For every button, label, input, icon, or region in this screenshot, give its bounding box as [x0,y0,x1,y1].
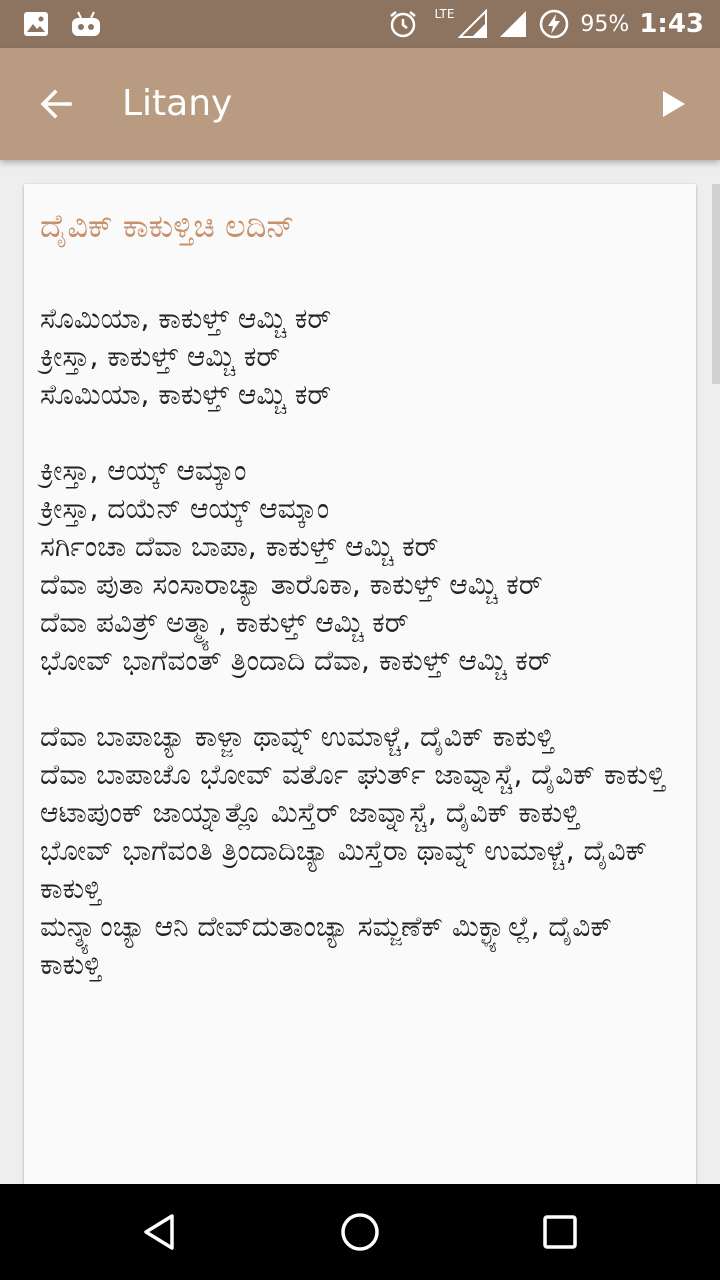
square-recents-icon [540,1212,580,1252]
litany-line: ದೆವಾ ಬಾಪಾಚೊ ಭೋವ್ ವರ್ತೊ ಘುರ್ತ್ ಜಾವ್ನಾಸ್ಚೆ, ದೈವಿಕ್ ಕಾಕುಳ್ತಿ [40,758,666,791]
circle-home-icon [339,1211,381,1253]
app-bar [0,48,720,160]
nav-home-button[interactable] [338,1210,382,1254]
navigation-bar [0,1184,720,1280]
play-button[interactable] [654,84,694,124]
notification-icons [22,10,102,38]
clock: 1:43 [639,9,704,39]
litany-line: ಸರ್ಗಿಂಚಾ ದೆವಾ ಬಾಪಾ, ಕಾಕುಳ್ತ್ ಆಮ್ಚಿ ಕರ್ [40,530,439,563]
alarm-icon [388,9,418,39]
stanza-break [40,680,680,718]
back-button[interactable] [30,80,82,128]
litany-line: ಸೊಮಿಯಾ, ಕಾಕುಳ್ತ್ ಆಮ್ಚಿ ಕರ್ [40,302,332,335]
nav-back-button[interactable] [138,1210,182,1254]
cell-signal-full-icon [498,9,528,39]
litany-card [24,184,696,1184]
content-scroll-area[interactable] [0,160,720,1184]
litany-line: ದೆವಾ ಬಾಪಾಚ್ಯಾ ಕಾಳ್ಜಾ ಥಾವ್ನ್ ಉಮಾಳ್ಚೆ, ದೈವಿಕ್ ಕಾಕುಳ್ತಿ [40,720,555,753]
scrollbar[interactable] [712,184,720,384]
litany-line: ಮನ್ಶ್ಯಾಂಚ್ಯಾ ಆನಿ ದೇವ್‌ದುತಾಂಚ್ಯಾ ಸಮ್ಜಣೆಕ್ ಮಿಕ್ಳ್ಯಾಲ್ಲೆ, ದೈವಿಕ್ ಕಾಕುಳ್ತಿ [40,910,613,981]
litany-line: ಆಟಾಪುಂಕ್ ಜಾಯ್ನಾತ್ಲೊ ಮಿಸ್ತೆರ್ ಜಾವ್ನಾಸ್ಚೆ, ದೈವಿಕ್ ಕಾಕುಳ್ತಿ [40,796,580,829]
system-icons [388,0,704,48]
litany-line: ಭೋವ್ ಭಾಗೆವಂತ್ ತ್ರಿಂದಾದಿ ದೆವಾ, ಕಾಕುಳ್ತ್ ಆಮ್ಚಿ ಕರ್ [40,644,552,677]
battery-percent: 95% [580,11,630,37]
litany-line: ಕ್ರೀಸ್ತಾ, ದಯೆನ್ ಆಯ್ಕ್ ಆಮ್ಕಾಂ [40,492,330,525]
status-bar [0,0,720,48]
gallery-icon [22,10,50,38]
litany-line: ಭೋವ್ ಭಾಗೆವಂತಿ ತ್ರಿಂದಾದಿಚ್ಯಾ ಮಿಸ್ತೆರಾ ಥಾವ್ನ್ ಉಮಾಳ್ಚೆ, ದೈವಿಕ್ ಕಾಕುಳ್ತಿ [40,834,648,905]
arrow-left-icon [38,86,74,122]
litany-title: ದೈವಿಕ್ ಕಾಕುಳ್ತಿಚಿ ಲದಿನ್ [40,207,295,245]
litany-line: ದೆವಾ ಪವಿತ್ರ್ ಅತ್ಮ್ಯಾ, ಕಾಕುಳ್ತ್ ಆಮ್ಚಿ ಕರ್ [40,606,409,639]
play-icon [661,89,687,119]
triangle-back-icon [140,1212,180,1252]
battery-charging-icon [538,8,570,40]
litany-line: ಕ್ರೀಸ್ತಾ, ಕಾಕುಳ್ತ್ ಆಮ್ಚಿ ಕರ್ [40,340,281,373]
network-type-label: LTE [434,7,455,21]
litany-line: ದೆವಾ ಪುತಾ ಸಂಸಾರಾಚ್ಯಾ ತಾರೊಕಾ, ಕಾಕುಳ್ತ್ ಆಮ್ಚಿ ಕರ್ [40,568,543,601]
nav-recents-button[interactable] [538,1210,582,1254]
litany-line: ಕ್ರೀಸ್ತಾ, ಆಯ್ಕ್ ಆಮ್ಕಾಂ [40,454,247,487]
cell-signal-icon [458,9,488,39]
stanza-break [40,414,680,452]
android-robot-icon [70,10,102,38]
page-title: Litany [122,83,233,124]
litany-text [40,300,680,984]
litany-line: ಸೊಮಿಯಾ, ಕಾಕುಳ್ತ್ ಆಮ್ಚಿ ಕರ್ [40,378,332,411]
